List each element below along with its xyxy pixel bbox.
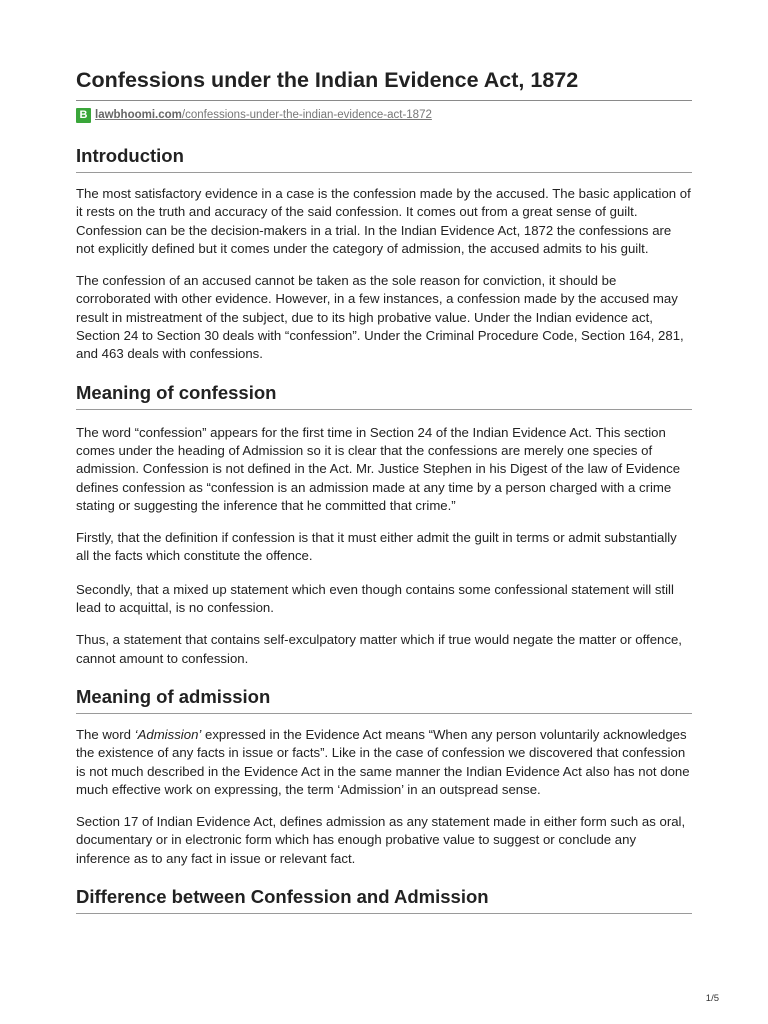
- page-number: 1/5: [705, 993, 719, 1004]
- source-path: /confessions-under-the-indian-evidence-act-1872: [181, 109, 432, 121]
- paragraph: Firstly, that the definition if confession is that it must either admit the guilt in terms or admit substantially all the facts which constitute the offence.: [76, 530, 677, 564]
- paragraph: Secondly, that a mixed up statement which even though contains some confessional statement will still lead to acquittal, is no confession.: [76, 581, 674, 616]
- document-page: [76, 0, 692, 914]
- source-link[interactable]: [95, 109, 432, 121]
- text-span: The word: [76, 726, 135, 742]
- paragraph: The most satisfactory evidence in a case is the confession made by the accused. The basic application of it rests on the truth and accuracy of the said confession. It comes out from a great sense of guilt. Confession can be the decision-makers in a trial. In the Indian Evidence Act, 1872 the confessions are not explicitly defined but it comes under the category of admission, the accused admits to his guilt.: [76, 186, 691, 256]
- paragraph: Section 17 of Indian Evidence Act, defines admission as any statement made in either form such as oral, documentary or in electronic form which has enough probative value to suggest or conclude any inference as to any fact in issue or relevant fact.: [76, 814, 686, 866]
- source-domain: lawbhoomi.com: [95, 109, 182, 121]
- text-span: expressed in the Evidence Act means “When any person voluntarily acknowledges the existence of any facts in issue or facts”. Like in the case of confession we discovered that confession is not much described in the Evidence Act in the same manner the Indian Evidence Act also has not done much effective work on expressing, the term ‘Admission’ in an outspread sense.: [76, 726, 690, 797]
- emphasis-text: ‘Admission’: [134, 726, 202, 742]
- paragraph: The word “confession” appears for the first time in Section 24 of the Indian Evidence Act. This section comes under the heading of Admission so it is clear that the confessions are merely one species of admission. Confession is not defined in the Act. Mr. Justice Stephen in his Digest of the law of Evidence defines confession as “confession is an admission made at any time by a person charged with a crime stating or suggesting the inference that he committed that crime.”: [76, 424, 681, 513]
- heading-meaning-of-confession: Meaning of confession: [76, 381, 692, 410]
- heading-meaning-of-admission: Meaning of admission: [76, 685, 692, 714]
- heading-difference: Difference between Confession and Admission: [76, 885, 692, 914]
- paragraph: Thus, a statement that contains self-exculpatory matter which if true would negate the matter or offence, cannot amount to confession.: [76, 632, 682, 666]
- page-title: Confessions under the Indian Evidence Act, 1872: [76, 66, 692, 101]
- source-line: [76, 106, 692, 124]
- paragraph: [76, 726, 692, 799]
- heading-introduction: Introduction: [76, 144, 692, 173]
- paragraph: The confession of an accused cannot be taken as the sole reason for conviction, it should be corroborated with other evidence. However, in a few instances, a confession made by the accused may result in mistreatment of the subject, due to its high probative value. Under the Indian evidence act, Section 24 to Section 30 deals with “confession”. Under the Criminal Procedure Code, Section 164, 281, and 463 deals with confessions.: [76, 273, 684, 362]
- site-favicon-icon: B: [76, 108, 91, 123]
